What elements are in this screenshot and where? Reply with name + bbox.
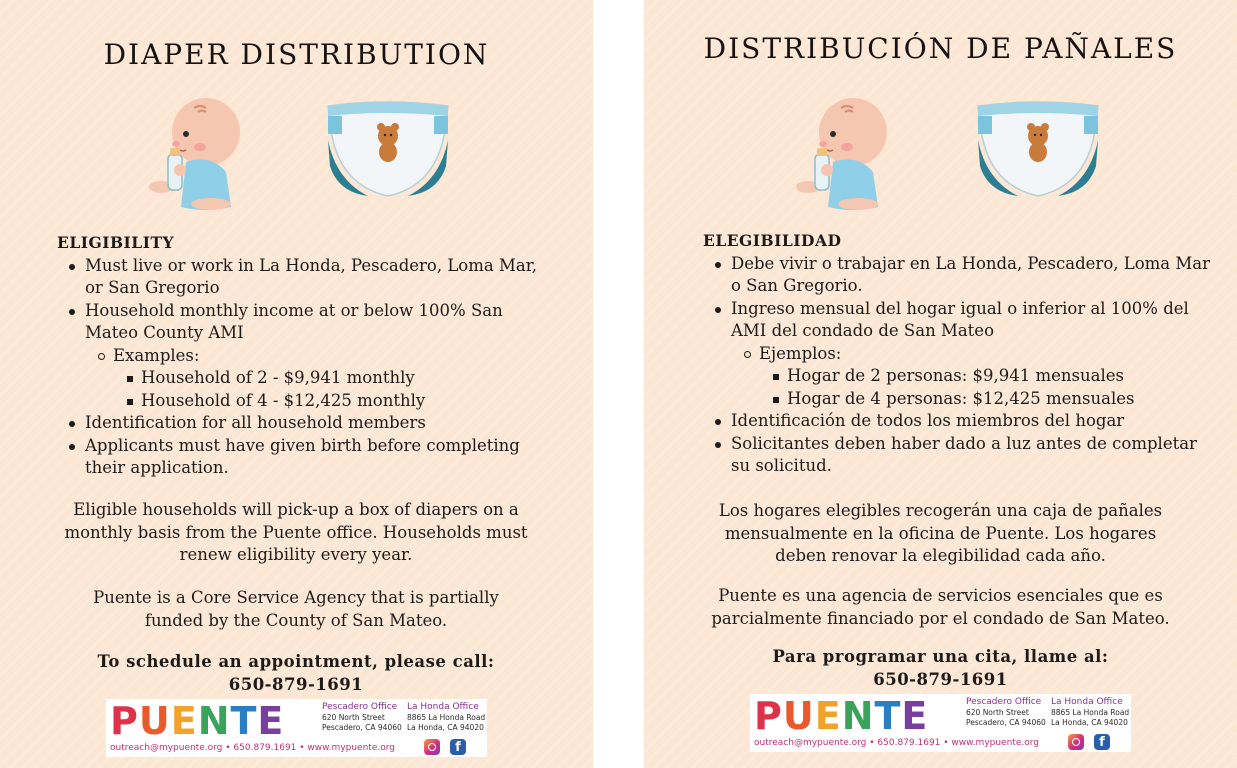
list-item: Household of 2 - $9,941 monthly [85, 367, 557, 390]
list-item: Solicitantes deben haber dado a luz antes de completar su solicitud. [703, 433, 1213, 478]
instagram-icon[interactable] [1068, 734, 1084, 750]
list-item [731, 343, 1213, 366]
examples-label: Examples: [113, 345, 200, 365]
examples-label: Ejemplos: [759, 343, 842, 363]
la-honda-office: La Honda Office 8865 La Honda Road La Honda, CA 94020 [1051, 697, 1130, 727]
pescadero-office: Pescadero Office 620 North Street Pescadero, CA 94060 [966, 697, 1046, 727]
phone-number[interactable]: 650-879-1691 [873, 670, 1008, 689]
examples-sublist [731, 365, 1213, 410]
flyer-spanish [644, 0, 1237, 768]
list-item-text: Household monthly income at or below 100% San Mateo County AMI [85, 300, 503, 342]
puente-logo-bar [106, 699, 487, 757]
list-item [57, 300, 557, 413]
examples-list [731, 343, 1213, 366]
list-item: Must live or work in La Honda, Pescadero, Loma Mar, or San Gregorio [57, 255, 557, 300]
eligibility-heading: ELIGIBILITY [57, 233, 175, 252]
list-item: Hogar de 4 personas: $12,425 mensuales [731, 388, 1213, 411]
phone-number[interactable]: 650-879-1691 [228, 675, 364, 694]
puente-logo-bar [750, 694, 1131, 752]
page-title: DIAPER DISTRIBUTION [103, 38, 490, 71]
examples-sublist [85, 367, 557, 412]
pickup-paragraph: Eligible households will pick-up a box of diapers on a monthly basis from the Puente office. Households must renew eligibility every year. [64, 500, 528, 564]
la-honda-office: La Honda Office 8865 La Honda Road La Honda, CA 94020 [407, 702, 486, 732]
pescadero-office: Pescadero Office 620 North Street Pescadero, CA 94060 [322, 702, 402, 732]
contact-line[interactable]: outreach@mypuente.org • 650.879.1691 • www.mypuente.org [110, 743, 395, 753]
examples-list [85, 345, 557, 368]
eligibility-list [57, 255, 557, 480]
contact-line[interactable]: outreach@mypuente.org • 650.879.1691 • www.mypuente.org [754, 738, 1039, 748]
call-to-action: Para programar una cita, llame al: [772, 647, 1109, 666]
flyer-english [0, 0, 593, 768]
eligibility-list [703, 253, 1213, 478]
baby-bottle-icon [793, 92, 893, 212]
diaper-teddy-icon [974, 100, 1102, 200]
puente-logo: PUENTE [110, 699, 285, 743]
facebook-icon[interactable]: f [450, 739, 466, 755]
instagram-icon[interactable] [424, 739, 440, 755]
eligibility-section [703, 230, 1213, 478]
baby-bottle-icon [146, 92, 246, 212]
list-item: Household of 4 - $12,425 monthly [85, 390, 557, 413]
list-item [85, 345, 557, 368]
list-item-text: Ingreso mensual del hogar igual o inferior al 100% del AMI del condado de San Mateo [731, 298, 1189, 340]
facebook-icon[interactable]: f [1094, 734, 1110, 750]
diaper-teddy-icon [324, 100, 452, 200]
list-item: Identification for all household members [57, 412, 557, 435]
agency-paragraph: Puente es una agencia de servicios esenciales que es parcialmente financiado por el condado de San Mateo. [711, 586, 1170, 628]
list-item: Identificación de todos los miembros del hogar [703, 410, 1213, 433]
eligibility-heading: ELEGIBILIDAD [703, 231, 842, 250]
page-title: DISTRIBUCIÓN DE PAÑALES [703, 32, 1178, 65]
agency-paragraph: Puente is a Core Service Agency that is partially funded by the County of San Mateo. [93, 588, 499, 630]
list-item [703, 298, 1213, 411]
pickup-paragraph: Los hogares elegibles recogerán una caja de pañales mensualmente en la oficina de Puente. Los hogares deben renovar la elegibilidad cada año. [718, 501, 1163, 565]
list-item: Debe vivir o trabajar en La Honda, Pescadero, Loma Mar o San Gregorio. [703, 253, 1213, 298]
list-item: Hogar de 2 personas: $9,941 mensuales [731, 365, 1213, 388]
list-item: Applicants must have given birth before completing their application. [57, 435, 557, 480]
puente-logo: PUENTE [754, 694, 929, 738]
eligibility-section [57, 232, 557, 480]
call-to-action: To schedule an appointment, please call: [97, 652, 495, 671]
